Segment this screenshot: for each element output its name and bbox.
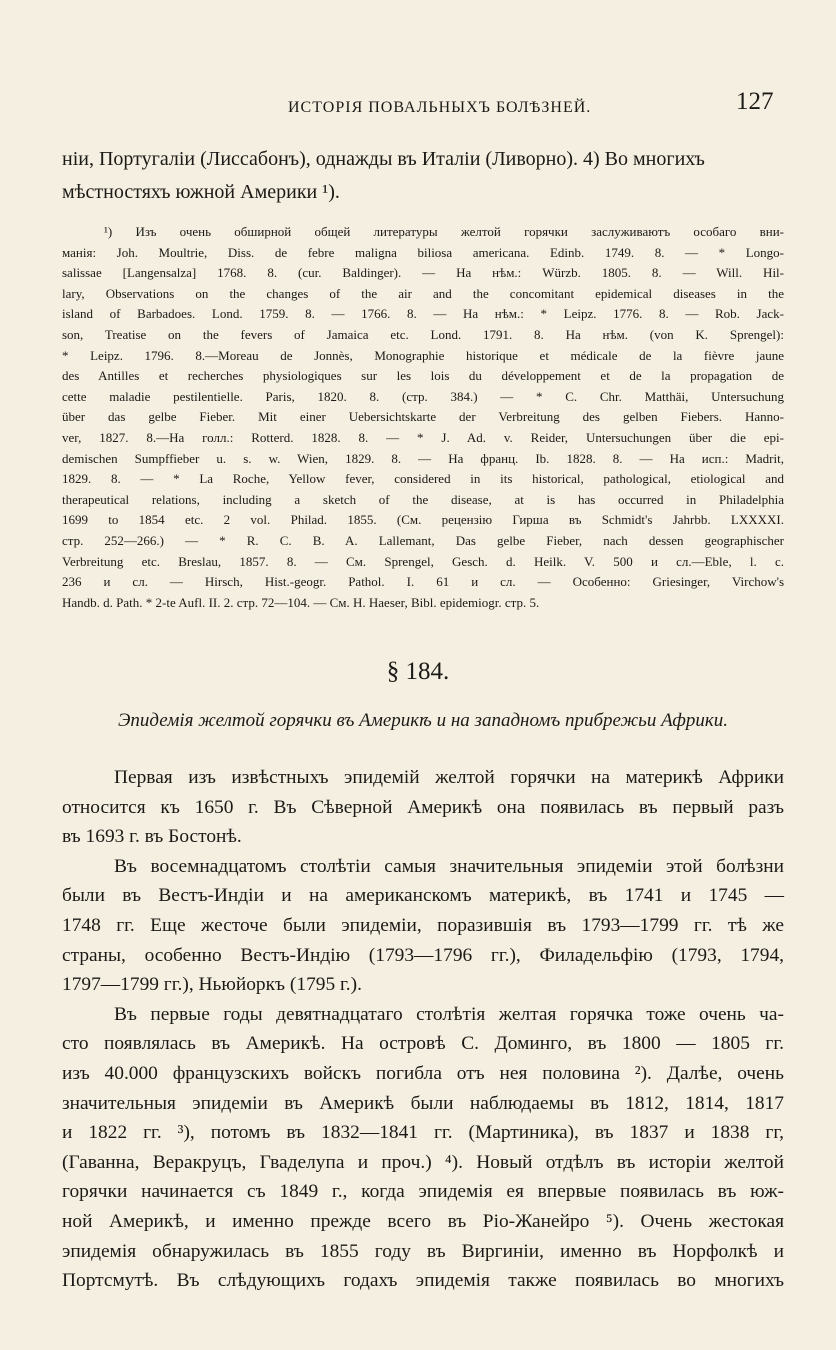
- text-line: относится къ 1650 г. Въ Сѣверной Америкѣ она появилась въ первый разъ: [62, 796, 784, 818]
- text-line: въ 1693 г. въ Бостонѣ.: [62, 826, 242, 848]
- footnote-line: son, Treatise on the fevers of Jamaica etc. Lond. 1791. 8. На нѣм. (von K. Sprengel):: [62, 326, 784, 342]
- text-line: Въ восемнадцатомъ столѣтіи самыя значительныя эпидеміи этой болѣзни: [114, 855, 784, 877]
- footnote-line: lary, Observations on the changes of the air and the concomitant epidemical diseases in the: [62, 285, 784, 301]
- footnote-line: стр. 252—266.) — * R. C. B. A. Lallemant, Das gelbe Fieber, nach dessen geographischer: [62, 532, 784, 548]
- text-line: сто появлялась въ Америкѣ. На островѣ С. Доминго, въ 1800 — 1805 гг.: [62, 1033, 784, 1055]
- footnote-line: ver, 1827. 8.—На голл.: Rotterd. 1828. 8. — * J. Ad. v. Reider, Untersuchungen über die epi-: [62, 429, 784, 445]
- footnote-line: 1699 to 1854 etc. 2 vol. Philad. 1855. (См. рецензію Гирша въ Schmidt's Jahrbb. LXXXXI.: [62, 512, 784, 528]
- text-line: ной Америкѣ, и именно прежде всего въ Ріо-Жанейро ⁵). Очень жестокая: [62, 1210, 784, 1232]
- page-number: 127: [736, 88, 774, 115]
- footnote-line: cette maladie pestilentielle. Paris, 1820. 8. (стр. 384.) — * C. Chr. Matthäi, Untersuchung: [62, 388, 784, 404]
- footnote-line: Verbreitung etc. Breslau, 1857. 8. — См. Sprengel, Gesch. d. Heilk. V. 500 и сл.—Eble, l. c.: [62, 553, 784, 569]
- footnote-line: therapeutical relations, including a sketch of the disease, at is has occurred in Philadelphia: [62, 491, 784, 507]
- footnote-line: * Leipz. 1796. 8.—Moreau de Jonnès, Monographie historique et médicale de la fièvre jaune: [62, 347, 784, 363]
- footnote-line: über das gelbe Fieber. Mit einer Uebersichtskarte der Verbreitung des gelben Fiebers. Hanno-: [62, 409, 784, 425]
- text-line: Первая изъ извѣстныхъ эпидемій желтой горячки на материкѣ Африки: [114, 767, 784, 788]
- footnote-line: Handb. d. Path. * 2-te Aufl. II. 2. стр. 72—104. — См. H. Haeser, Bibl. epidemiogr. стр. 5.: [62, 594, 540, 610]
- footnote-line: манія: Joh. Moultrie, Diss. de febre maligna biliosa americana. Edinb. 1749. 8. — * Longo-: [62, 244, 784, 260]
- text-line: Портсмутѣ. Въ слѣдующихъ годахъ эпидемія также появилась во многихъ: [62, 1270, 784, 1292]
- text-line: были въ Вестъ-Индіи и на американскомъ материкѣ, въ 1741 и 1745 —: [62, 885, 784, 907]
- text-line: и 1822 гг. ³), потомъ въ 1832—1841 гг. (Мартиника), въ 1837 и 1838 гг,: [62, 1122, 784, 1144]
- text-line: (Гаванна, Веракруцъ, Гваделупа и проч.) ⁴). Новый отдѣлъ въ исторіи желтой: [62, 1151, 784, 1173]
- text-line: значительныя эпидеміи въ Америкѣ были наблюдаемы въ 1812, 1814, 1817: [62, 1092, 784, 1114]
- footnote-line: demischen Sumpffieber u. s. w. Wien, 1829. 8. — На франц. Ib. 1828. 8. — На исп.: Madrit,: [62, 450, 784, 466]
- text-line: 1797—1799 гг.), Ньюйоркъ (1795 г.).: [62, 974, 362, 996]
- text-line: Въ первые годы девятнадцатаго столѣтія желтая горячка тоже очень ча-: [114, 1003, 784, 1025]
- text-line: эпидемія обнаружилась въ 1855 году въ Виргиніи, именно въ Норфолкѣ и: [62, 1240, 784, 1262]
- footnote-line: 236 и сл. — Hirsch, Hist.-geogr. Pathol. I. 61 и сл. — Особенно: Griesinger, Virchow's: [62, 574, 784, 590]
- main-text: [62, 763, 784, 1296]
- text-line: страны, особенно Вестъ-Индію (1793—1796 гг.), Филадельфію (1793, 1794,: [62, 944, 784, 966]
- section-number: § 184.: [386, 658, 450, 685]
- text-line: мѣстностяхъ южной Америки ¹).: [62, 181, 340, 203]
- text-line: ніи, Португаліи (Лиссабонъ), однажды въ Италіи (Ливорно). 4) Во многихъ: [62, 148, 705, 170]
- footnote-block: [62, 222, 784, 613]
- text-line: 1748 гг. Еще жесточе были эпидеміи, поразившія въ 1793—1799 гг. тѣ же: [62, 914, 784, 936]
- footnote-line: des Antilles et recherches physiologiques sur les lois du développement et de la propagation de: [62, 368, 784, 384]
- footnote-line: 1829. 8. — * La Roche, Yellow fever, considered in its historical, pathological, etiological and: [62, 471, 784, 487]
- running-head: ИСТОРІЯ ПОВАЛЬНЫХЪ БОЛѢЗНЕЙ.: [288, 99, 592, 116]
- footnote-line: island of Barbadoes. Lond. 1759. 8. — 1766. 8. — На нѣм.: * Leipz. 1776. 8. — Rob. Jack-: [62, 306, 784, 322]
- text-line: изъ 40.000 французскихъ войскъ погибла отъ нея половина ²). Далѣе, очень: [62, 1062, 784, 1084]
- footnote-line: salissae [Langensalza] 1768. 8. (cur. Baldinger). — На нѣм.: Würzb. 1805. 8. — Will. Hil-: [62, 265, 784, 281]
- footnote-line: ¹) Изъ очень обширной общей литературы желтой горячки заслуживаютъ особаго вни-: [104, 224, 784, 239]
- continued-paragraph: [62, 143, 782, 209]
- text-line: горячки начинается съ 1849 г., когда эпидемія ея впервые появилась въ юж-: [62, 1181, 784, 1203]
- section-title: Эпидемія желтой горячки въ Америкѣ и на западномъ прибрежьи Африки.: [117, 710, 729, 731]
